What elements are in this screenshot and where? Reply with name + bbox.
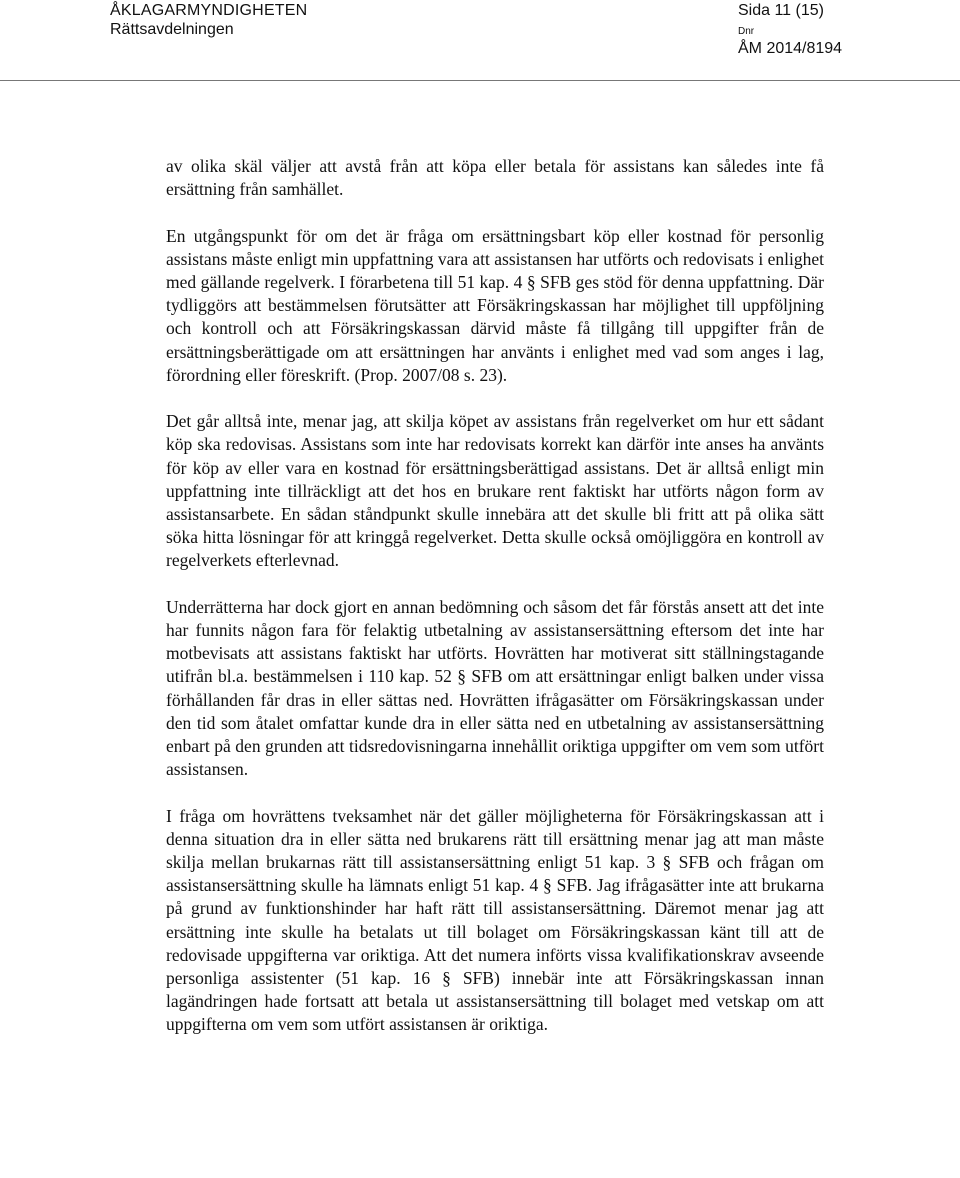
paragraph-5: I fråga om hovrättens tveksamhet när det gäller möjligheterna för Försäkringskassan att i denna situation dra in eller sätta ned brukarens rätt till ersättning menar jag att man måste skilja mellan brukarnas rätt till assistansersättning enligt 51 kap. 3 § SFB och frågan om assistansersättning skulle ha lämnats enligt 51 kap. 4 § SFB. Jag ifrågasätter inte att brukarna på grund av funktionshinder har haft rätt till assistansersättning. Däremot menar jag att ersättning inte skulle ha betalats ut till bolaget om Försäkringskassan känt till att de redovisade uppgifterna var oriktiga. Att det numera införts vissa kvalifikationskrav avseende personliga assistenter (51 kap. 16 § SFB) innebär inte att Försäkringskassan innan lagändringen hade fortsatt att betala ut assistansersättning till bolaget med vetskap om att uppgifterna om vem som utfört assistansen är oriktiga. — [166, 805, 824, 1035]
paragraph-1: av olika skäl väljer att avstå från att köpa eller betala för assistans kan således inte få ersättning från samhället. — [166, 156, 824, 200]
header-divider — [0, 80, 960, 81]
organization-name: ÅKLAGARMYNDIGHETEN — [110, 2, 308, 19]
dnr-number: ÅM 2014/8194 — [738, 40, 843, 57]
page-header — [0, 0, 960, 92]
dnr-label: Dnr — [738, 26, 755, 37]
paragraph-2: En utgångspunkt för om det är fråga om ersättningsbart köp eller kostnad för personlig assistans måste enligt min uppfattning vara att assistansen har utförts och redovisats i enlighet med gällande regelverk. I förarbetena till 51 kap. 4 § SFB ges stöd för denna uppfattning. Där tydliggörs att bestämmelsen förutsätter att Försäkringskassan har möjlighet till uppföljning och kontroll och att Försäkringskassan därvid måste få tillgång till uppgifter från de ersättningsberättigade om att ersättningen har använts i enlighet med vad som anges i lag, förordning eller föreskrift. (Prop. 2007/08 s. 23). — [166, 225, 824, 385]
document-body — [166, 155, 824, 1060]
page-number: Sida 11 (15) — [738, 2, 824, 19]
paragraph-3: Det går alltså inte, menar jag, att skilja köpet av assistans från regelverket om hur ett sådant köp ska redovisas. Assistans som inte har redovisats korrekt kan därför inte anses ha använts för köp av eller vara en kostnad för ersättningsberättigad assistans. Det är alltså enligt min uppfattning inte tillräckligt att det hos en brukare rent faktiskt har utförts någon form av assistansarbete. En sådan ståndpunkt skulle innebära att det skulle bli fritt att på olika sätt söka hitta lösningar för att kringgå regelverket. Detta skulle också omöjliggöra en kontroll av regelverkets efterlevnad. — [166, 411, 824, 571]
paragraph-4: Underrätterna har dock gjort en annan bedömning och såsom det får förstås ansett att det inte har funnits någon fara för felaktig utbetalning av assistansersättning eftersom det inte har motbevisats att assistans faktiskt har utförts. Hovrätten har motiverat sitt ställningstagande utifrån bl.a. bestämmelsen i 110 kap. 52 § SFB om att ersättningar enligt balken under vissa förhållanden får dras in eller sättas ned. Hovrätten ifrågasätter om Försäkringskassan under den tid som åtalet omfattar kunde dra in eller sätta ned en utbetalning av assistansersättning enbart på den grunden att tidsredovisningarna innehållit oriktiga uppgifter om vem som utfört assistansen. — [166, 596, 824, 780]
department-name: Rättsavdelningen — [110, 21, 234, 38]
